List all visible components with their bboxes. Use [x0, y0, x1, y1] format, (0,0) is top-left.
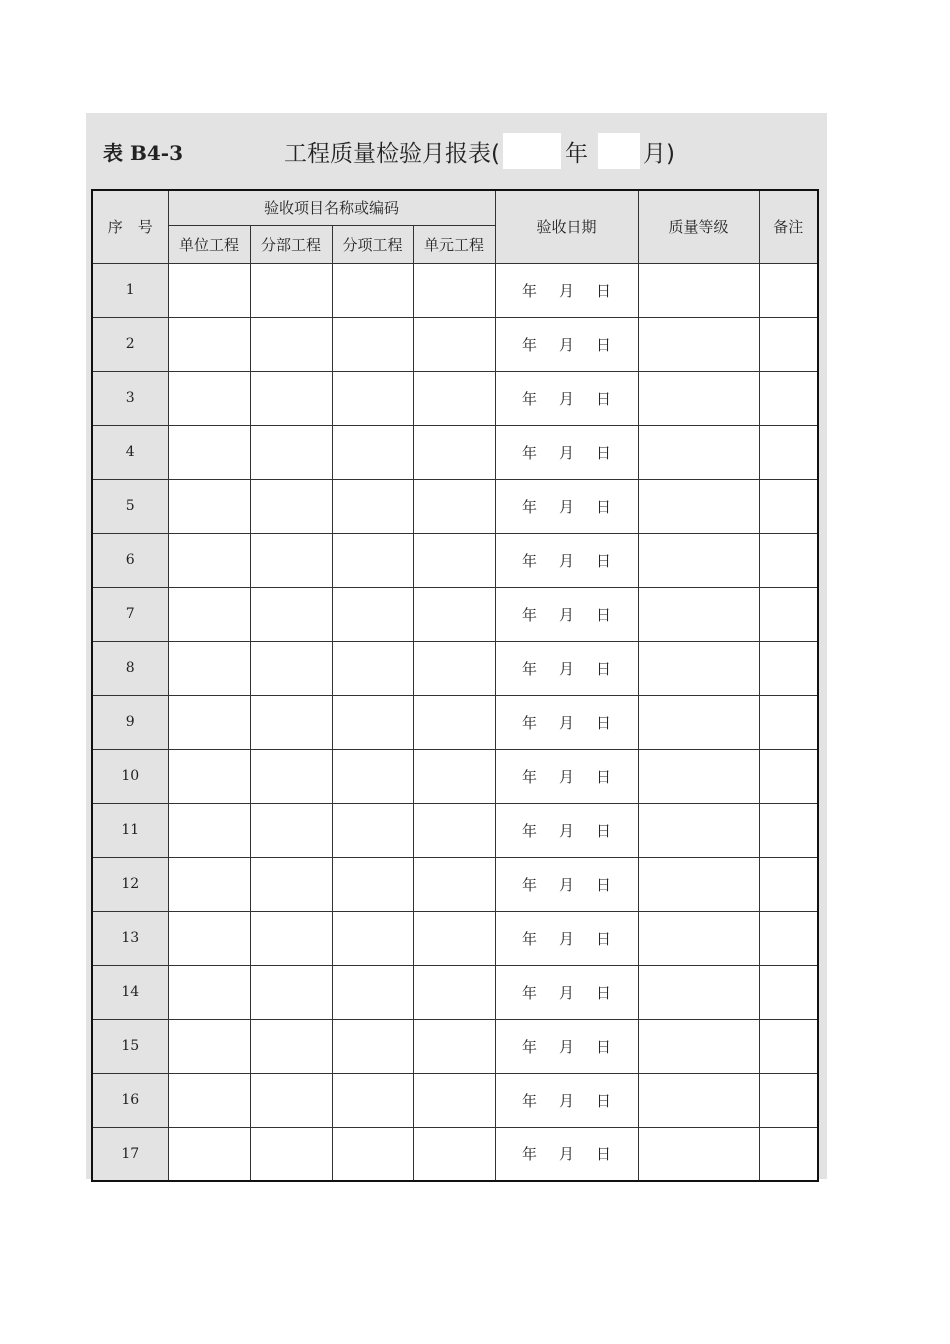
- unit-project-cell[interactable]: [168, 1073, 250, 1127]
- remarks-cell[interactable]: [759, 749, 818, 803]
- element-project-cell[interactable]: [413, 425, 495, 479]
- division-project-cell[interactable]: [250, 641, 332, 695]
- date-year-label: 年: [521, 875, 537, 894]
- header-element-project: 单元工程: [413, 225, 495, 263]
- row-number: 14: [92, 965, 168, 1019]
- inspection-date-cell[interactable]: [495, 965, 638, 1019]
- date-year-label: 年: [521, 1145, 537, 1164]
- unit-project-cell[interactable]: [168, 479, 250, 533]
- remarks-cell[interactable]: [759, 965, 818, 1019]
- row-number: 13: [92, 911, 168, 965]
- table-row: [92, 803, 818, 857]
- row-number: 3: [92, 371, 168, 425]
- date-day-label: 日: [596, 1145, 612, 1164]
- inspection-date-cell[interactable]: [495, 695, 638, 749]
- table-row: [92, 587, 818, 641]
- date-year-label: 年: [521, 605, 537, 624]
- date-day-label: 日: [596, 335, 612, 354]
- date-day-label: 日: [596, 659, 612, 678]
- date-year-label: 年: [521, 281, 537, 300]
- month-input-box[interactable]: [598, 133, 640, 169]
- date-month-label: 月: [558, 821, 574, 840]
- unit-project-cell[interactable]: [168, 749, 250, 803]
- form-code: 表 B4-3: [103, 141, 183, 165]
- subitem-project-cell[interactable]: [332, 1019, 413, 1073]
- row-number: 11: [92, 803, 168, 857]
- unit-project-cell[interactable]: [168, 1127, 250, 1181]
- inspection-date-cell[interactable]: [495, 641, 638, 695]
- division-project-cell[interactable]: [250, 533, 332, 587]
- date-month-label: 月: [558, 659, 574, 678]
- quality-grade-cell[interactable]: [638, 1127, 759, 1181]
- table-row: [92, 371, 818, 425]
- date-year-label: 年: [521, 1037, 537, 1056]
- division-project-cell[interactable]: [250, 263, 332, 317]
- date-month-label: 月: [558, 767, 574, 786]
- remarks-cell[interactable]: [759, 641, 818, 695]
- row-number: 5: [92, 479, 168, 533]
- remarks-cell[interactable]: [759, 1073, 818, 1127]
- date-month-label: 月: [558, 1145, 574, 1164]
- date-month-label: 月: [558, 389, 574, 408]
- table-row: [92, 317, 818, 371]
- date-day-label: 日: [596, 389, 612, 408]
- header-division-project: 分部工程: [250, 225, 332, 263]
- quality-grade-cell[interactable]: [638, 695, 759, 749]
- row-number: 12: [92, 857, 168, 911]
- division-project-cell[interactable]: [250, 587, 332, 641]
- element-project-cell[interactable]: [413, 857, 495, 911]
- row-number: 8: [92, 641, 168, 695]
- date-year-label: 年: [521, 821, 537, 840]
- inspection-date-cell[interactable]: [495, 1127, 638, 1181]
- remarks-cell[interactable]: [759, 479, 818, 533]
- division-project-cell[interactable]: [250, 911, 332, 965]
- row-number: 7: [92, 587, 168, 641]
- header-subitem-project: 分项工程: [332, 225, 413, 263]
- subitem-project-cell[interactable]: [332, 533, 413, 587]
- quality-grade-cell[interactable]: [638, 965, 759, 1019]
- unit-project-cell[interactable]: [168, 641, 250, 695]
- unit-project-cell[interactable]: [168, 911, 250, 965]
- unit-project-cell[interactable]: [168, 317, 250, 371]
- remarks-cell[interactable]: [759, 263, 818, 317]
- inspection-date-cell[interactable]: [495, 911, 638, 965]
- inspection-table: [91, 189, 819, 1182]
- row-number: 17: [92, 1127, 168, 1181]
- row-number: 1: [92, 263, 168, 317]
- division-project-cell[interactable]: [250, 1127, 332, 1181]
- remarks-cell[interactable]: [759, 803, 818, 857]
- unit-project-cell[interactable]: [168, 857, 250, 911]
- unit-project-cell[interactable]: [168, 371, 250, 425]
- unit-project-cell[interactable]: [168, 425, 250, 479]
- date-year-label: 年: [521, 659, 537, 678]
- header-item-group: 验收项目名称或编码: [168, 190, 495, 225]
- unit-project-cell[interactable]: [168, 587, 250, 641]
- date-month-label: 月: [558, 713, 574, 732]
- table-row: [92, 911, 818, 965]
- element-project-cell[interactable]: [413, 317, 495, 371]
- quality-grade-cell[interactable]: [638, 1019, 759, 1073]
- date-day-label: 日: [596, 929, 612, 948]
- remarks-cell[interactable]: [759, 587, 818, 641]
- element-project-cell[interactable]: [413, 641, 495, 695]
- quality-grade-cell[interactable]: [638, 371, 759, 425]
- remarks-cell[interactable]: [759, 695, 818, 749]
- table-row: [92, 425, 818, 479]
- division-project-cell[interactable]: [250, 857, 332, 911]
- date-year-label: 年: [521, 767, 537, 786]
- date-month-label: 月: [558, 983, 574, 1002]
- date-day-label: 日: [596, 713, 612, 732]
- quality-grade-cell[interactable]: [638, 587, 759, 641]
- quality-grade-cell[interactable]: [638, 641, 759, 695]
- quality-grade-cell[interactable]: [638, 317, 759, 371]
- date-day-label: 日: [596, 605, 612, 624]
- division-project-cell[interactable]: [250, 803, 332, 857]
- subitem-project-cell[interactable]: [332, 263, 413, 317]
- subitem-project-cell[interactable]: [332, 587, 413, 641]
- header-date: 验收日期: [495, 190, 638, 263]
- row-number: 6: [92, 533, 168, 587]
- division-project-cell[interactable]: [250, 479, 332, 533]
- date-year-label: 年: [521, 929, 537, 948]
- subitem-project-cell[interactable]: [332, 1073, 413, 1127]
- unit-project-cell[interactable]: [168, 1019, 250, 1073]
- row-number: 4: [92, 425, 168, 479]
- row-number: 16: [92, 1073, 168, 1127]
- date-day-label: 日: [596, 767, 612, 786]
- subitem-project-cell[interactable]: [332, 1127, 413, 1181]
- date-month-label: 月: [558, 281, 574, 300]
- date-month-label: 月: [558, 443, 574, 462]
- row-number: 2: [92, 317, 168, 371]
- inspection-date-cell[interactable]: [495, 1073, 638, 1127]
- remarks-cell[interactable]: [759, 317, 818, 371]
- table-body: [92, 263, 818, 1181]
- table-row: [92, 1073, 818, 1127]
- year-input-box[interactable]: [503, 133, 561, 169]
- table-row: [92, 749, 818, 803]
- date-day-label: 日: [596, 443, 612, 462]
- date-day-label: 日: [596, 497, 612, 516]
- table-row: [92, 965, 818, 1019]
- date-day-label: 日: [596, 281, 612, 300]
- date-day-label: 日: [596, 875, 612, 894]
- quality-grade-cell[interactable]: [638, 425, 759, 479]
- table-row: [92, 1019, 818, 1073]
- date-month-label: 月: [558, 551, 574, 570]
- inspection-date-cell[interactable]: [495, 263, 638, 317]
- remarks-cell[interactable]: [759, 533, 818, 587]
- table-row: [92, 857, 818, 911]
- quality-grade-cell[interactable]: [638, 911, 759, 965]
- row-number: 10: [92, 749, 168, 803]
- date-month-label: 月: [558, 497, 574, 516]
- form-title: [284, 133, 675, 169]
- title-text: 工程质量检验月报表(: [284, 140, 500, 167]
- inspection-date-cell[interactable]: [495, 1019, 638, 1073]
- subitem-project-cell[interactable]: [332, 911, 413, 965]
- unit-project-cell[interactable]: [168, 263, 250, 317]
- subitem-project-cell[interactable]: [332, 317, 413, 371]
- element-project-cell[interactable]: [413, 263, 495, 317]
- element-project-cell[interactable]: [413, 911, 495, 965]
- table-row: [92, 1127, 818, 1181]
- subitem-project-cell[interactable]: [332, 749, 413, 803]
- quality-grade-cell[interactable]: [638, 263, 759, 317]
- header-grade: 质量等级: [638, 190, 759, 263]
- date-year-label: 年: [521, 335, 537, 354]
- date-month-label: 月: [558, 929, 574, 948]
- remarks-cell[interactable]: [759, 425, 818, 479]
- inspection-date-cell[interactable]: [495, 749, 638, 803]
- date-year-label: 年: [521, 497, 537, 516]
- date-day-label: 日: [596, 1037, 612, 1056]
- subitem-project-cell[interactable]: [332, 965, 413, 1019]
- remarks-cell[interactable]: [759, 1019, 818, 1073]
- division-project-cell[interactable]: [250, 425, 332, 479]
- element-project-cell[interactable]: [413, 479, 495, 533]
- inspection-date-cell[interactable]: [495, 803, 638, 857]
- subitem-project-cell[interactable]: [332, 641, 413, 695]
- division-project-cell[interactable]: [250, 695, 332, 749]
- date-day-label: 日: [596, 1091, 612, 1110]
- remarks-cell[interactable]: [759, 371, 818, 425]
- quality-grade-cell[interactable]: [638, 803, 759, 857]
- header-unit-project: 单位工程: [168, 225, 250, 263]
- header-remarks: 备注: [759, 190, 818, 263]
- inspection-date-cell[interactable]: [495, 587, 638, 641]
- division-project-cell[interactable]: [250, 317, 332, 371]
- subitem-project-cell[interactable]: [332, 371, 413, 425]
- inspection-date-cell[interactable]: [495, 425, 638, 479]
- date-year-label: 年: [521, 713, 537, 732]
- remarks-cell[interactable]: [759, 911, 818, 965]
- date-month-label: 月: [558, 605, 574, 624]
- month-label: 月): [642, 140, 675, 167]
- date-day-label: 日: [596, 821, 612, 840]
- table-row: [92, 641, 818, 695]
- unit-project-cell[interactable]: [168, 695, 250, 749]
- division-project-cell[interactable]: [250, 965, 332, 1019]
- subitem-project-cell[interactable]: [332, 425, 413, 479]
- quality-grade-cell[interactable]: [638, 533, 759, 587]
- element-project-cell[interactable]: [413, 803, 495, 857]
- element-project-cell[interactable]: [413, 1019, 495, 1073]
- unit-project-cell[interactable]: [168, 965, 250, 1019]
- table-row: [92, 479, 818, 533]
- remarks-cell[interactable]: [759, 1127, 818, 1181]
- element-project-cell[interactable]: [413, 1073, 495, 1127]
- element-project-cell[interactable]: [413, 587, 495, 641]
- date-month-label: 月: [558, 335, 574, 354]
- form-sheet: [86, 113, 827, 1179]
- inspection-date-cell[interactable]: [495, 479, 638, 533]
- inspection-date-cell[interactable]: [495, 317, 638, 371]
- inspection-date-cell[interactable]: [495, 371, 638, 425]
- element-project-cell[interactable]: [413, 1127, 495, 1181]
- year-label: 年: [564, 140, 588, 167]
- element-project-cell[interactable]: [413, 965, 495, 1019]
- date-year-label: 年: [521, 443, 537, 462]
- date-day-label: 日: [596, 551, 612, 570]
- header-index: 序 号: [92, 190, 168, 263]
- date-year-label: 年: [521, 389, 537, 408]
- table-row: [92, 533, 818, 587]
- unit-project-cell[interactable]: [168, 803, 250, 857]
- quality-grade-cell[interactable]: [638, 857, 759, 911]
- subitem-project-cell[interactable]: [332, 479, 413, 533]
- date-year-label: 年: [521, 551, 537, 570]
- date-year-label: 年: [521, 1091, 537, 1110]
- table-row: [92, 263, 818, 317]
- element-project-cell[interactable]: [413, 371, 495, 425]
- division-project-cell[interactable]: [250, 749, 332, 803]
- row-number: 9: [92, 695, 168, 749]
- date-year-label: 年: [521, 983, 537, 1002]
- division-project-cell[interactable]: [250, 1073, 332, 1127]
- quality-grade-cell[interactable]: [638, 479, 759, 533]
- date-day-label: 日: [596, 983, 612, 1002]
- inspection-date-cell[interactable]: [495, 857, 638, 911]
- subitem-project-cell[interactable]: [332, 857, 413, 911]
- subitem-project-cell[interactable]: [332, 803, 413, 857]
- quality-grade-cell[interactable]: [638, 749, 759, 803]
- row-number: 15: [92, 1019, 168, 1073]
- table-row: [92, 695, 818, 749]
- element-project-cell[interactable]: [413, 695, 495, 749]
- subitem-project-cell[interactable]: [332, 695, 413, 749]
- date-month-label: 月: [558, 1037, 574, 1056]
- remarks-cell[interactable]: [759, 857, 818, 911]
- date-month-label: 月: [558, 875, 574, 894]
- division-project-cell[interactable]: [250, 1019, 332, 1073]
- element-project-cell[interactable]: [413, 533, 495, 587]
- date-month-label: 月: [558, 1091, 574, 1110]
- element-project-cell[interactable]: [413, 749, 495, 803]
- quality-grade-cell[interactable]: [638, 1073, 759, 1127]
- unit-project-cell[interactable]: [168, 533, 250, 587]
- division-project-cell[interactable]: [250, 371, 332, 425]
- inspection-date-cell[interactable]: [495, 533, 638, 587]
